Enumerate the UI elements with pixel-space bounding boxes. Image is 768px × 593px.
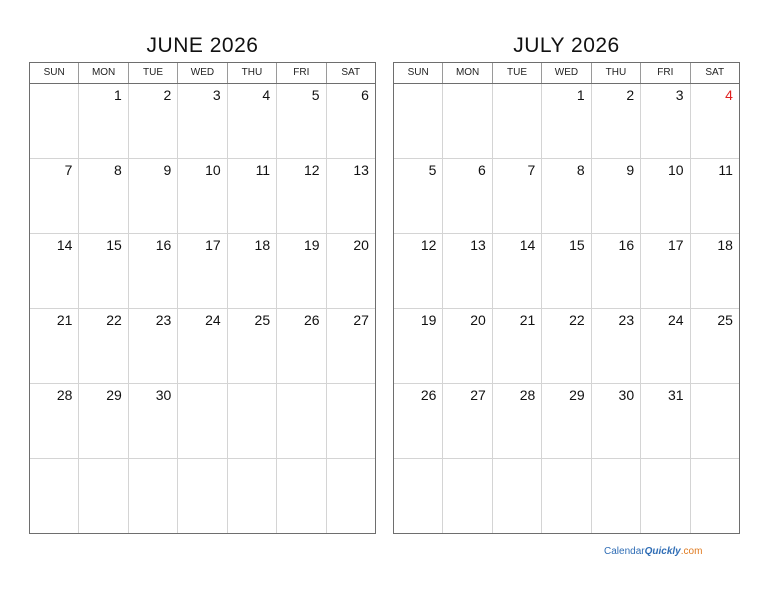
day-cell — [30, 159, 79, 233]
weekday-header — [394, 63, 739, 84]
day-number: 3 — [675, 87, 684, 103]
day-number: 29 — [569, 387, 585, 403]
day-number: 22 — [106, 312, 122, 328]
week-row — [394, 234, 739, 309]
day-number: 26 — [303, 312, 320, 328]
day-cell — [592, 459, 641, 533]
day-cell — [394, 234, 443, 308]
day-cell — [277, 84, 326, 158]
day-number: 7 — [64, 162, 73, 178]
week-row — [394, 309, 739, 384]
day-cell — [277, 459, 326, 533]
week-row — [394, 384, 739, 459]
day-number: 31 — [667, 387, 684, 403]
week-row — [30, 84, 375, 159]
day-number: 25 — [717, 312, 733, 328]
weekday-label: FRI — [277, 63, 326, 83]
day-cell — [129, 459, 178, 533]
day-cell — [228, 384, 277, 458]
day-number: 8 — [114, 162, 122, 178]
weekday-label: TUE — [129, 63, 178, 83]
day-number: 2 — [626, 87, 635, 103]
day-number: 27 — [470, 387, 486, 403]
week-row — [30, 309, 375, 384]
brand-part: Quickly — [644, 546, 681, 557]
day-cell — [30, 384, 79, 458]
day-cell — [178, 384, 227, 458]
day-number: 10 — [667, 162, 684, 178]
weekday-label: MON — [443, 63, 492, 83]
day-number: 2 — [163, 87, 172, 103]
day-cell — [228, 459, 277, 533]
day-cell — [691, 309, 739, 383]
day-number: 6 — [478, 162, 486, 178]
day-cell — [592, 84, 641, 158]
day-cell — [79, 309, 128, 383]
day-number: 18 — [254, 237, 271, 253]
day-cell — [394, 84, 443, 158]
month-grid — [393, 62, 740, 534]
day-number: 3 — [212, 87, 221, 103]
day-cell — [129, 84, 178, 158]
day-cell — [277, 234, 326, 308]
week-row — [30, 159, 375, 234]
day-number: 13 — [470, 237, 486, 253]
day-number: 17 — [667, 237, 684, 253]
day-number: 8 — [576, 162, 585, 178]
calendar-july — [393, 30, 740, 534]
day-cell — [542, 309, 591, 383]
day-number: 9 — [163, 162, 172, 178]
week-row — [394, 84, 739, 159]
day-cell — [79, 459, 128, 533]
week-row — [30, 384, 375, 459]
weekday-label: THU — [592, 63, 641, 83]
day-cell — [592, 384, 641, 458]
day-cell — [79, 159, 128, 233]
day-number: 7 — [527, 162, 536, 178]
day-number: 18 — [717, 237, 733, 253]
day-cell — [228, 234, 277, 308]
day-cell — [592, 309, 641, 383]
day-cell — [443, 384, 492, 458]
weekday-label: FRI — [641, 63, 690, 83]
day-cell — [443, 309, 492, 383]
day-number: 22 — [569, 312, 585, 328]
day-number: 9 — [626, 162, 635, 178]
day-cell — [277, 384, 326, 458]
day-cell — [394, 159, 443, 233]
day-cell — [592, 234, 641, 308]
day-cell — [129, 159, 178, 233]
day-cell — [129, 234, 178, 308]
weekday-label: MON — [79, 63, 128, 83]
day-cell — [394, 384, 443, 458]
week-row — [30, 234, 375, 309]
day-cell — [443, 459, 492, 533]
day-number: 12 — [303, 162, 320, 178]
day-number: 19 — [303, 237, 320, 253]
day-number: 15 — [569, 237, 585, 253]
day-number: 23 — [155, 312, 172, 328]
day-cell — [493, 309, 542, 383]
weeks — [394, 84, 739, 533]
day-number: 27 — [353, 312, 369, 328]
brand-logo[interactable] — [604, 546, 702, 557]
day-number: 26 — [420, 387, 437, 403]
day-cell — [277, 309, 326, 383]
day-number: 15 — [106, 237, 122, 253]
day-cell — [493, 84, 542, 158]
day-cell — [592, 159, 641, 233]
day-cell — [327, 234, 375, 308]
day-cell — [443, 234, 492, 308]
day-cell — [30, 309, 79, 383]
day-number: 20 — [470, 312, 486, 328]
weekday-label: TUE — [493, 63, 542, 83]
day-cell — [691, 84, 739, 158]
day-number: 6 — [361, 87, 369, 103]
day-number: 17 — [205, 237, 221, 253]
day-number: 1 — [576, 87, 585, 103]
day-number: 28 — [519, 387, 536, 403]
day-cell — [641, 234, 690, 308]
weeks — [30, 84, 375, 533]
day-cell — [178, 84, 227, 158]
weekday-header — [30, 63, 375, 84]
day-number: 19 — [420, 312, 437, 328]
weekday-label: WED — [542, 63, 591, 83]
day-number: 30 — [618, 387, 635, 403]
day-cell — [542, 84, 591, 158]
brand-part: Calendar — [604, 546, 645, 557]
day-cell — [691, 234, 739, 308]
day-number: 14 — [519, 237, 536, 253]
day-cell — [641, 459, 690, 533]
day-cell — [443, 159, 492, 233]
weekday-label: SAT — [341, 67, 361, 78]
day-number: 1 — [114, 87, 122, 103]
day-cell — [327, 84, 375, 158]
day-number: 20 — [353, 237, 369, 253]
day-cell — [493, 384, 542, 458]
day-number: 30 — [155, 387, 172, 403]
weekday-label: SUN — [394, 63, 443, 83]
day-cell — [178, 234, 227, 308]
day-cell — [542, 459, 591, 533]
day-cell — [30, 84, 79, 158]
day-cell — [79, 234, 128, 308]
weekday-label: SAT — [705, 67, 725, 78]
day-cell — [691, 459, 739, 533]
day-cell — [30, 459, 79, 533]
week-row — [30, 459, 375, 533]
day-number: 24 — [205, 312, 221, 328]
brand-part: .com — [680, 546, 703, 557]
day-cell — [228, 159, 277, 233]
day-number: 10 — [205, 162, 221, 178]
day-number: 12 — [420, 237, 437, 253]
calendar-june — [29, 30, 376, 534]
day-number: 25 — [254, 312, 271, 328]
month-title: JUNE 2026 — [146, 34, 259, 57]
day-cell — [178, 309, 227, 383]
day-cell — [394, 459, 443, 533]
day-cell — [327, 459, 375, 533]
day-number: 28 — [56, 387, 73, 403]
day-cell — [129, 384, 178, 458]
day-number: 21 — [519, 312, 536, 328]
day-number: 29 — [106, 387, 122, 403]
day-number: 11 — [718, 162, 733, 178]
day-cell — [178, 459, 227, 533]
month-grid — [29, 62, 376, 534]
day-cell — [394, 309, 443, 383]
day-cell — [79, 384, 128, 458]
day-cell — [327, 384, 375, 458]
day-number: 4 — [262, 87, 271, 103]
day-cell — [228, 309, 277, 383]
day-cell — [641, 84, 690, 158]
day-number: 21 — [56, 312, 73, 328]
month-title: JULY 2026 — [513, 34, 620, 57]
day-number: 4 — [725, 87, 733, 103]
weekday-label: WED — [178, 63, 227, 83]
day-cell — [641, 384, 690, 458]
day-number: 11 — [255, 162, 271, 178]
day-number: 5 — [311, 87, 320, 103]
day-cell — [493, 159, 542, 233]
day-cell — [542, 234, 591, 308]
day-cell — [542, 384, 591, 458]
day-cell — [443, 84, 492, 158]
day-cell — [178, 159, 227, 233]
weekday-label: THU — [228, 63, 277, 83]
day-cell — [691, 384, 739, 458]
day-number: 14 — [56, 237, 73, 253]
day-cell — [641, 309, 690, 383]
day-cell — [30, 234, 79, 308]
day-cell — [327, 309, 375, 383]
day-number: 13 — [353, 162, 369, 178]
day-number: 24 — [667, 312, 684, 328]
day-cell — [277, 159, 326, 233]
weekday-label: SUN — [30, 63, 79, 83]
day-cell — [79, 84, 128, 158]
day-cell — [493, 459, 542, 533]
day-cell — [691, 159, 739, 233]
day-cell — [641, 159, 690, 233]
day-number: 23 — [618, 312, 635, 328]
week-row — [394, 459, 739, 533]
day-cell — [327, 159, 375, 233]
day-cell — [228, 84, 277, 158]
day-cell — [542, 159, 591, 233]
day-number: 16 — [618, 237, 635, 253]
day-cell — [129, 309, 178, 383]
week-row — [394, 159, 739, 234]
day-number: 5 — [428, 162, 437, 178]
day-cell — [493, 234, 542, 308]
day-number: 16 — [155, 237, 172, 253]
